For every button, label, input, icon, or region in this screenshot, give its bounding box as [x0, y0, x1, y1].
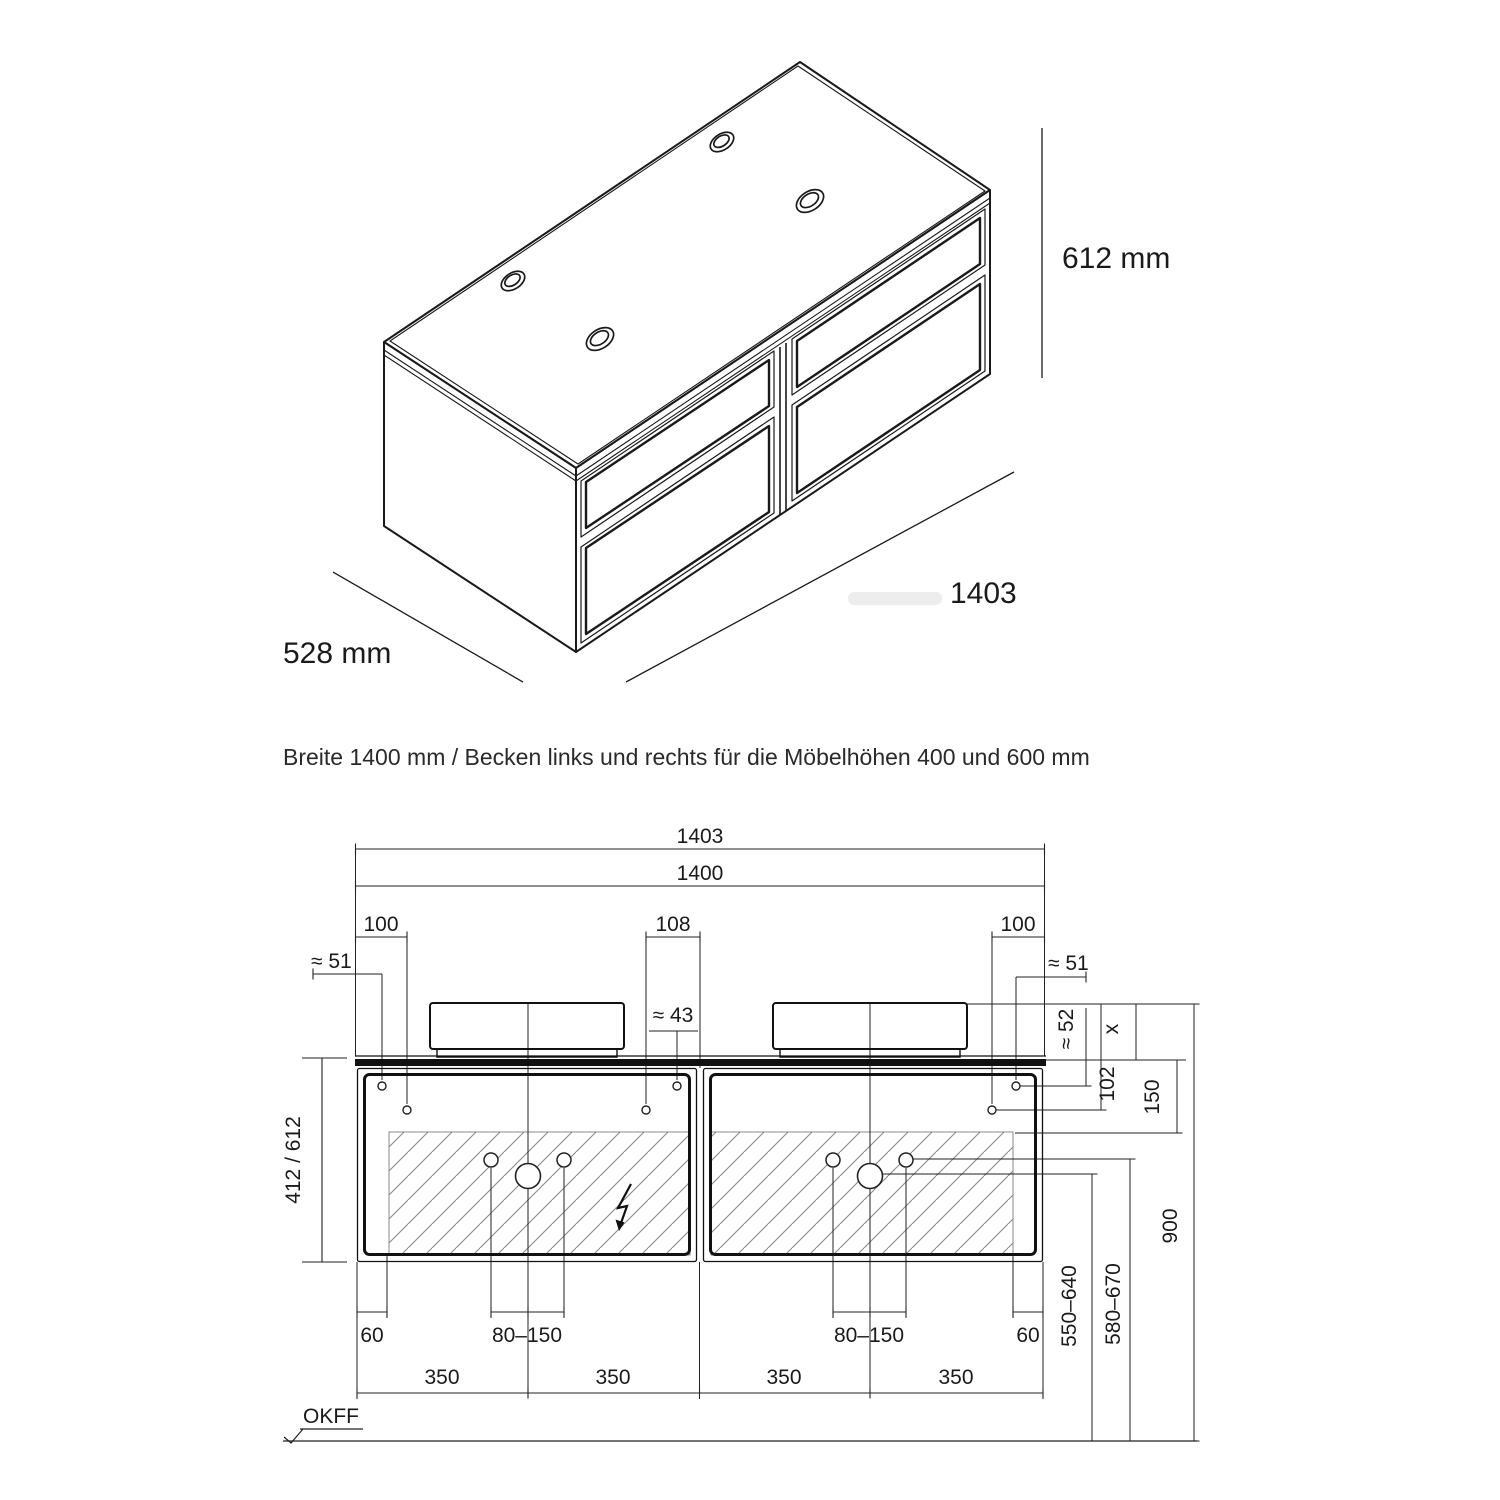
- isometric-cabinet-view: [333, 62, 1042, 682]
- dim-1403: 1403: [676, 825, 724, 848]
- iso-depth-label: 528 mm: [283, 637, 392, 670]
- faded-watermark: [848, 592, 942, 605]
- water-connection: [826, 1153, 840, 1167]
- dim-350-1: 350: [424, 1366, 460, 1389]
- hatch-zone-left: [389, 1132, 690, 1255]
- drain-connection: [858, 1164, 883, 1189]
- dim-approx51-left: ≈ 51: [311, 950, 352, 973]
- dim-900: 900: [1159, 1208, 1182, 1244]
- drain-connection: [516, 1164, 541, 1189]
- dim-150: 150: [1141, 1079, 1164, 1115]
- dim-550-640: 550–640: [1058, 1265, 1081, 1347]
- dim-580-670: 580–670: [1102, 1263, 1125, 1345]
- installation-zones: [389, 1132, 1013, 1255]
- floor-label: OKFF: [303, 1405, 359, 1428]
- dim-350-3: 350: [766, 1366, 802, 1389]
- dim-100-left: 100: [363, 913, 399, 936]
- dim-approx51-right: ≈ 51: [1048, 952, 1089, 975]
- dim-approx43: ≈ 43: [652, 1004, 694, 1027]
- water-connection: [557, 1153, 571, 1167]
- water-connection: [484, 1153, 498, 1167]
- dim-x: x: [1100, 1023, 1123, 1035]
- dim-412-612: 412 / 612: [282, 1116, 305, 1204]
- dim-approx52: ≈ 52: [1055, 1008, 1078, 1050]
- dim-350-4: 350: [938, 1366, 974, 1389]
- washbasins: [430, 1003, 967, 1057]
- dim-60-left: 60: [360, 1324, 384, 1347]
- dim-60-right: 60: [1016, 1324, 1040, 1347]
- elevation-view: [282, 825, 1200, 1443]
- dim-108: 108: [655, 913, 691, 936]
- iso-width-label: 1403: [950, 577, 1017, 610]
- dim-80-150-right: 80–150: [833, 1324, 905, 1347]
- basin-left: [430, 1003, 624, 1049]
- hatch-zone-right: [711, 1132, 1013, 1255]
- dim-1400: 1400: [676, 862, 724, 885]
- dim-102: 102: [1096, 1066, 1119, 1102]
- floor-datum: [283, 1429, 1197, 1443]
- iso-height-label: 612 mm: [1062, 242, 1171, 275]
- water-connection: [899, 1153, 913, 1167]
- dim-80-150-left: 80–150: [491, 1324, 563, 1347]
- elevation-labels: [282, 825, 1182, 1428]
- caption-text: Breite 1400 mm / Becken links und rechts für die Möbelhöhen 400 und 600 mm: [283, 744, 1090, 770]
- dim-350-2: 350: [595, 1366, 631, 1389]
- dim-100-right: 100: [1000, 913, 1036, 936]
